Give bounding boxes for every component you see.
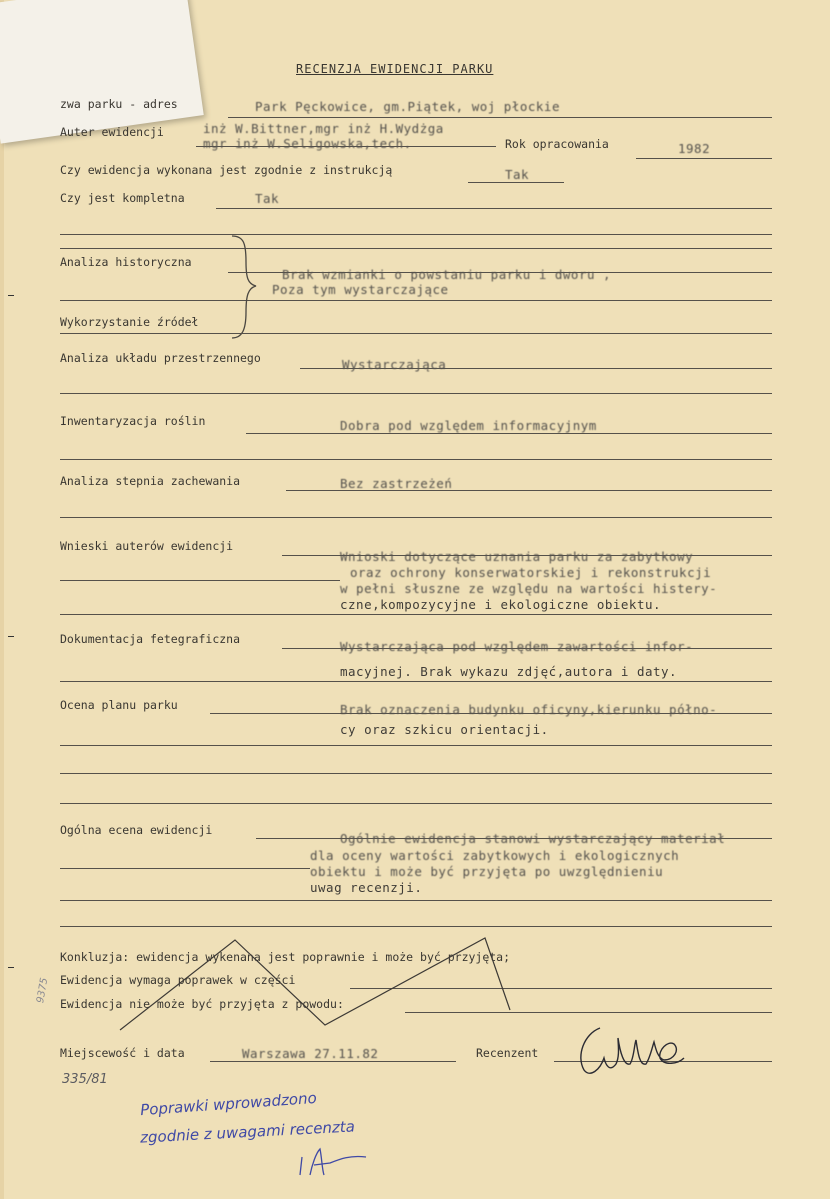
curly-brace-mark xyxy=(230,234,270,340)
separator-line xyxy=(60,393,772,394)
margin-tick xyxy=(8,295,14,296)
value-conclusions-4: czne,kompozycyjne i ekologiczne obiektu. xyxy=(340,597,662,612)
margin-pencil-mark: 9375 xyxy=(35,977,51,1004)
value-place-date: Warszawa 27.11.82 xyxy=(242,1046,379,1061)
conclusion-line-3: Ewidencja nie może być przyjęta z powodu: xyxy=(60,997,344,1011)
separator-line xyxy=(60,614,772,615)
label-park-plan: Ocena planu parku xyxy=(60,698,178,712)
label-overall-assessment: Ogólna ecena ewidencji xyxy=(60,823,213,837)
value-conclusions-2: oraz ochrony konserwatorskiej i rekonstrukcji xyxy=(350,565,712,580)
handwritten-number: 335/81 xyxy=(62,1072,108,1087)
paper-edge xyxy=(0,0,4,1199)
value-preservation: Bez zastrzeżeń xyxy=(340,476,453,491)
handwritten-note-2: zgodnie z uwagami recenzta xyxy=(139,1117,356,1147)
label-preservation: Analiza stepnia zachewania xyxy=(60,474,241,488)
separator-line xyxy=(60,333,772,334)
label-complete: Czy jest kompletna xyxy=(60,191,185,205)
label-spatial-layout: Analiza układu przestrzennego xyxy=(60,351,261,365)
separator-line xyxy=(60,681,772,682)
conclusion-line-2: Ewidencja wymaga poprawek w części xyxy=(60,973,296,987)
value-plant-inventory: Dobra pod względem informacyjnym xyxy=(340,418,597,433)
separator-line xyxy=(60,868,310,869)
underline xyxy=(210,1061,456,1062)
value-spatial-layout: Wystarczająca xyxy=(342,357,447,372)
label-plant-inventory: Inwentaryzacja roślin xyxy=(60,414,206,428)
value-photo-documentation-1: Wystarczająca pod względem zawartości infor- xyxy=(340,639,694,654)
handwritten-initials xyxy=(296,1145,386,1185)
value-park-plan-2: cy oraz szkicu orientacji. xyxy=(340,722,549,737)
underline xyxy=(636,158,772,159)
value-overall-1: Ogólnie ewidencja stanowi wystarczający materiał xyxy=(340,831,726,846)
separator-line xyxy=(60,248,772,249)
label-park-name: zwa parku - adres xyxy=(60,97,178,111)
value-photo-documentation-2: macyjnej. Brak wykazu zdjęć,autora i daty. xyxy=(340,664,678,679)
handwritten-note-1: Poprawki wprowadzono xyxy=(139,1088,318,1120)
underline xyxy=(216,208,772,209)
document-title: RECENZJA EWIDENCJI PARKU xyxy=(296,62,494,76)
separator-line xyxy=(60,234,772,235)
underline xyxy=(468,182,564,183)
value-conclusions-3: w pełni słuszne ze względu na wartości histery- xyxy=(340,581,718,596)
value-compliance: Tak xyxy=(505,167,530,182)
label-reviewer: Recenzent xyxy=(476,1046,539,1060)
value-overall-3: obiektu i może być przyjęta po uwzględnieniu xyxy=(310,864,664,879)
value-author-1: inż W.Bittner,mgr inż H.Wydżga xyxy=(203,121,444,136)
label-author: Auter ewidencji xyxy=(60,125,164,139)
margin-tick xyxy=(8,636,14,637)
label-photo-documentation: Dokumentacja fetegraficzna xyxy=(60,632,241,646)
label-sources: Wykorzystanie źródeł xyxy=(60,315,199,329)
value-park-plan-1: Brak oznaczenia budynku oficyny,kierunku półno- xyxy=(340,702,718,717)
value-complete: Tak xyxy=(255,191,280,206)
separator-line xyxy=(60,900,772,901)
label-year: Rok opracowania xyxy=(505,137,609,151)
label-historical-analysis: Analiza historyczna xyxy=(60,255,192,269)
separator-line xyxy=(60,803,772,804)
value-conclusions-1: Wnioski dotyczące uznania parku za zabytkowy xyxy=(340,549,694,564)
value-park-name: Park Pęckowice, gm.Piątek, woj płockie xyxy=(255,99,560,114)
separator-line xyxy=(60,773,772,774)
separator-line xyxy=(60,459,772,460)
label-conclusions: Wnieski auterów ewidencji xyxy=(60,539,234,553)
torn-paper-scrap xyxy=(0,0,204,144)
underline xyxy=(246,433,772,434)
underline xyxy=(228,117,772,118)
label-place-date: Miejscewość i data xyxy=(60,1046,185,1060)
separator-line xyxy=(60,926,772,927)
value-author-2: mgr inż W.Seligowska,tech. xyxy=(203,136,412,151)
margin-tick xyxy=(8,967,14,968)
value-overall-4: uwag recenzji. xyxy=(310,880,423,895)
cross-out-mark xyxy=(115,935,515,1035)
label-compliance: Czy ewidencja wykonana jest zgodnie z instrukcją xyxy=(60,163,393,177)
value-overall-2: dla oceny wartości zabytkowych i ekologicznych xyxy=(310,848,680,863)
separator-line xyxy=(60,745,772,746)
value-historical-analysis-1: Brak wzmianki o powstaniu parku i dworu , xyxy=(282,267,612,282)
separator-line xyxy=(60,517,772,518)
separator-line xyxy=(60,580,340,581)
conclusion-line-1: Konkluzja: ewidencja wykenana jest poprawnie i może być przyjęta; xyxy=(60,950,511,964)
separator-line xyxy=(60,300,772,301)
reviewer-signature xyxy=(570,1020,690,1080)
value-historical-analysis-2: Poza tym wystarczające xyxy=(272,282,449,297)
value-year: 1982 xyxy=(678,141,711,156)
